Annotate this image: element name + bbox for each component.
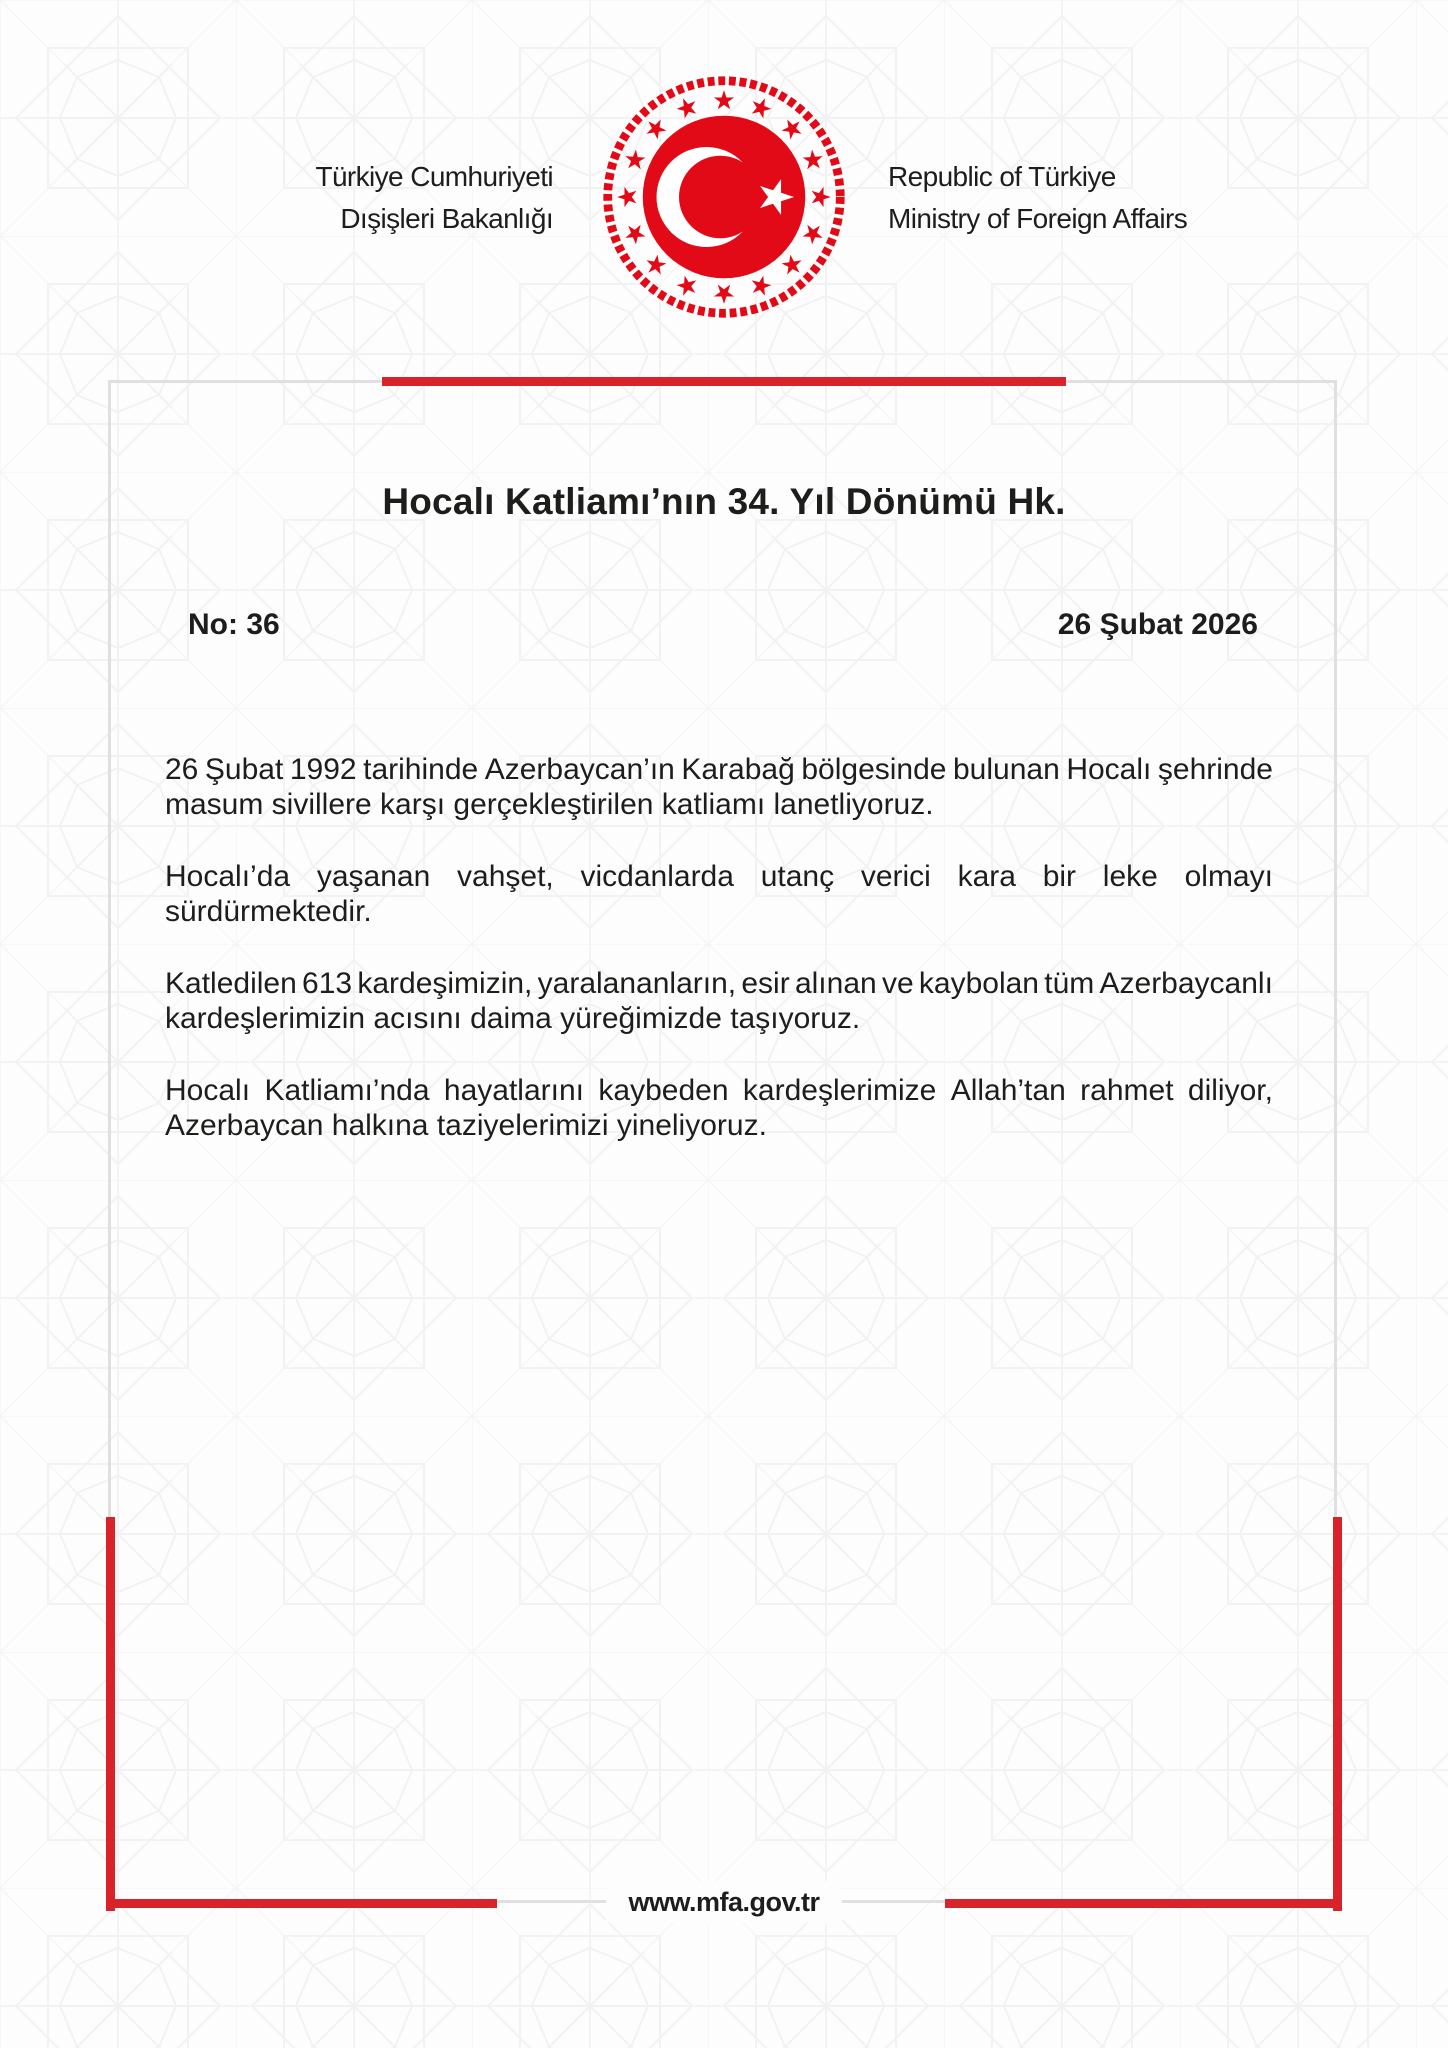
ministry-name-en-line2: Ministry of Foreign Affairs [888,203,1188,234]
ministry-emblem [599,72,849,322]
body-line: Hocalı Katliamı’nda hayatlarını kaybeden kardeşlerimize Allah’tan rahmet diliyor, [165,1074,1273,1107]
body-line: sürdürmektedir. [165,895,372,928]
paragraph [165,966,1273,1036]
body-line: masum sivillere karşı gerçekleştirilen katliamı lanetliyoruz. [165,788,934,821]
body-line: Azerbaycan halkına taziyelerimizi yineliyoruz. [165,1109,767,1142]
ministry-name-en-line1: Republic of Türkiye [888,161,1116,192]
press-release-title: Hocalı Katliamı’nın 34. Yıl Dönümü Hk. [382,480,1066,522]
body-line: Hocalı’da yaşanan vahşet, vicdanlarda utanç verici kara bir leke olmayı [165,860,1273,893]
top-red-bar [382,377,1066,386]
release-number: No: 36 [188,608,280,641]
body-line: Katledilen 613 kardeşimizin, yaralananların, esir alınan ve kaybolan tüm Azerbaycanlı [165,967,1273,1000]
ministry-name-turkish [315,156,553,240]
body-line: 26 Şubat 1992 tarihinde Azerbaycan’ın Karabağ bölgesinde bulunan Hocalı şehrinde [165,753,1273,786]
ministry-name-english [888,156,1187,240]
footer [0,1881,1448,1923]
paragraph [165,859,1273,929]
ministry-website-url: www.mfa.gov.tr [606,1881,841,1923]
meta-row [188,608,1258,642]
paragraph [165,752,1273,822]
release-date: 26 Şubat 2026 [1057,608,1258,641]
body-line: kardeşlerimizin acısını daima yüreğimizde taşıyoruz. [165,1002,861,1035]
crescent-star-icon [643,116,806,279]
ministry-name-tr-line1: Türkiye Cumhuriyeti [315,161,553,192]
ministry-name-tr-line2: Dışişleri Bakanlığı [340,203,553,234]
bottom-right-bracket-vertical [1333,1517,1342,1911]
letter-body [165,752,1273,1180]
paragraph [165,1073,1273,1143]
bottom-left-bracket-vertical [106,1517,115,1911]
